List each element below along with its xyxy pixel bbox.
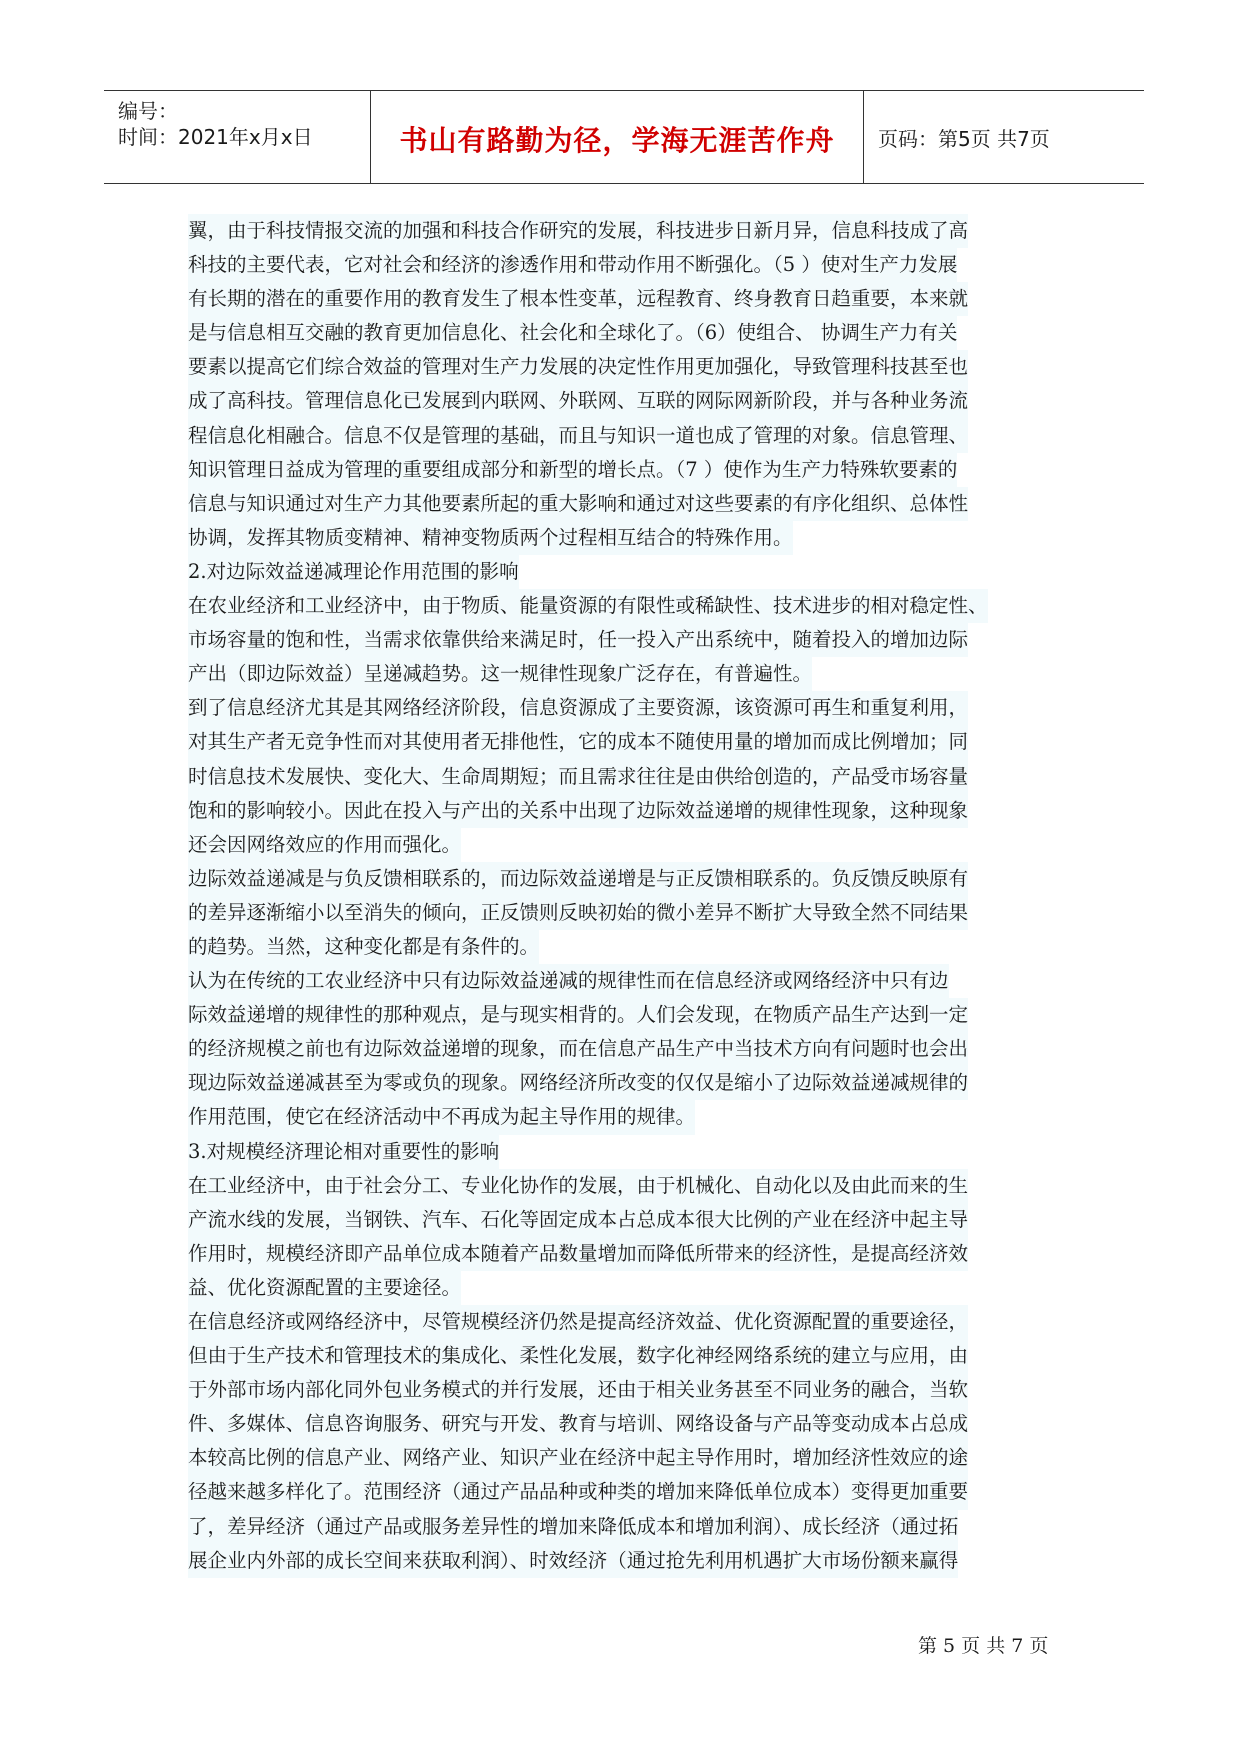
text-line: 的经济规模之前也有边际效益递增的现象，而在信息产品生产中当技术方向有问题时也会出	[188, 1032, 968, 1066]
text-line: 了，差异经济（通过产品或服务差异性的增加来降低成本和增加利润）、成长经济（通过拓	[188, 1510, 958, 1544]
text-line: 的趋势。当然，这种变化都是有条件的。	[188, 930, 539, 964]
text-line: 时信息技术发展快、变化大、生命周期短；而且需求往往是由供给创造的，产品受市场容量	[188, 760, 968, 794]
text-line: 成了高科技。管理信息化已发展到内联网、外联网、互联的网际网新阶段，并与各种业务流	[188, 384, 968, 418]
header-motto-cell	[371, 91, 864, 183]
text-line: 本较高比例的信息产业、网络产业、知识产业在经济中起主导作用时，增加经济性效应的途	[188, 1441, 968, 1475]
text-line: 边际效益递减是与负反馈相联系的，而边际效益递增是与正反馈相联系的。负反馈反映原有	[188, 862, 968, 896]
text-line: 于外部市场内部化同外包业务模式的并行发展，还由于相关业务甚至不同业务的融合，当软	[188, 1373, 968, 1407]
text-line: 知识管理日益成为管理的重要组成部分和新型的增长点。（7 ）使作为生产力特殊软要素的	[188, 453, 957, 487]
text-line: 但由于生产技术和管理技术的集成化、柔性化发展，数字化神经网络系统的建立与应用，由	[188, 1339, 968, 1373]
text-line: 展企业内外部的成长空间来获取利润）、时效经济（通过抢先利用机遇扩大市场份额来赢得	[188, 1544, 958, 1578]
header-page-number: 页码：第5页 共7页	[878, 127, 1050, 151]
text-line: 是与信息相互交融的教育更加信息化、社会化和全球化了。（6）使组合、 协调生产力有关	[188, 316, 957, 350]
text-line: 市场容量的饱和性，当需求依靠供给来满足时，任一投入产出系统中，随着投入的增加边际	[188, 623, 968, 657]
text-line: 在农业经济和工业经济中，由于物质、能量资源的有限性或稀缺性、技术进步的相对稳定性、	[188, 589, 988, 623]
text-line: 还会因网络效应的作用而强化。	[188, 828, 461, 862]
text-line: 翼，由于科技情报交流的加强和科技合作研究的发展，科技进步日新月异，信息科技成了高	[188, 214, 968, 248]
text-line: 作用范围，使它在经济活动中不再成为起主导作用的规律。	[188, 1100, 695, 1134]
text-line: 协调，发挥其物质变精神、精神变物质两个过程相互结合的特殊作用。	[188, 521, 793, 555]
header-page-cell	[864, 91, 1144, 183]
text-line: 径越来越多样化了。范围经济（通过产品品种或种类的增加来降低单位成本）变得更加重要	[188, 1475, 968, 1509]
text-line: 程信息化相融合。信息不仅是管理的基础，而且与知识一道也成了管理的对象。信息管理、	[188, 419, 968, 453]
header-meta-cell	[104, 91, 371, 183]
text-line: 现边际效益递减甚至为零或负的现象。网络经济所改变的仅仅是缩小了边际效益递减规律的	[188, 1066, 968, 1100]
text-line: 对其生产者无竞争性而对其使用者无排他性，它的成本不随使用量的增加而成比例增加；同	[188, 725, 968, 759]
text-line: 产出（即边际效益）呈递减趋势。这一规律性现象广泛存在，有普遍性。	[188, 657, 812, 691]
text-line: 的差异逐渐缩小以至消失的倾向，正反馈则反映初始的微小差异不断扩大导致全然不同结果	[188, 896, 968, 930]
text-line: 到了信息经济尤其是其网络经济阶段，信息资源成了主要资源，该资源可再生和重复利用，	[188, 691, 968, 725]
text-line: 信息与知识通过对生产力其他要素所起的重大影响和通过对这些要素的有序化组织、总体性	[188, 487, 968, 521]
text-line: 在信息经济或网络经济中，尽管规模经济仍然是提高经济效益、优化资源配置的重要途径，	[188, 1305, 968, 1339]
text-line: 产流水线的发展，当钢铁、汽车、石化等固定成本占总成本很大比例的产业在经济中起主导	[188, 1203, 968, 1237]
text-line: 有长期的潜在的重要作用的教育发生了根本性变革，远程教育、终身教育日趋重要，本来就	[188, 282, 968, 316]
text-line: 2.对边际效益递减理论作用范围的影响	[188, 555, 519, 589]
text-line: 3.对规模经济理论相对重要性的影响	[188, 1135, 499, 1169]
text-line: 件、多媒体、信息咨询服务、研究与开发、教育与培训、网络设备与产品等变动成本占总成	[188, 1407, 968, 1441]
document-number-label: 编号：	[118, 99, 178, 123]
document-body	[188, 214, 1068, 1578]
text-line: 饱和的影响较小。因此在投入与产出的关系中出现了边际效益递增的规律性现象，这种现象	[188, 794, 968, 828]
header-motto: 书山有路勤为径，学海无涯苦作舟	[399, 124, 835, 157]
page-footer: 第 5 页 共 7 页	[918, 1635, 1049, 1657]
page-header	[104, 90, 1144, 184]
text-line: 益、优化资源配置的主要途径。	[188, 1271, 461, 1305]
text-line: 作用时，规模经济即产品单位成本随着产品数量增加而降低所带来的经济性，是提高经济效	[188, 1237, 968, 1271]
text-line: 在工业经济中，由于社会分工、专业化协作的发展，由于机械化、自动化以及由此而来的生	[188, 1169, 968, 1203]
text-line: 要素以提高它们综合效益的管理对生产力发展的决定性作用更加强化，导致管理科技甚至也	[188, 350, 968, 384]
text-line: 际效益递增的规律性的那种观点，是与现实相背的。人们会发现，在物质产品生产达到一定	[188, 998, 968, 1032]
text-line: 科技的主要代表，它对社会和经济的渗透作用和带动作用不断强化。（5 ）使对生产力发展	[188, 248, 957, 282]
document-time-label: 时间：2021年x月x日	[118, 125, 313, 149]
text-line: 认为在传统的工农业经济中只有边际效益递减的规律性而在信息经济或网络经济中只有边	[188, 964, 949, 998]
